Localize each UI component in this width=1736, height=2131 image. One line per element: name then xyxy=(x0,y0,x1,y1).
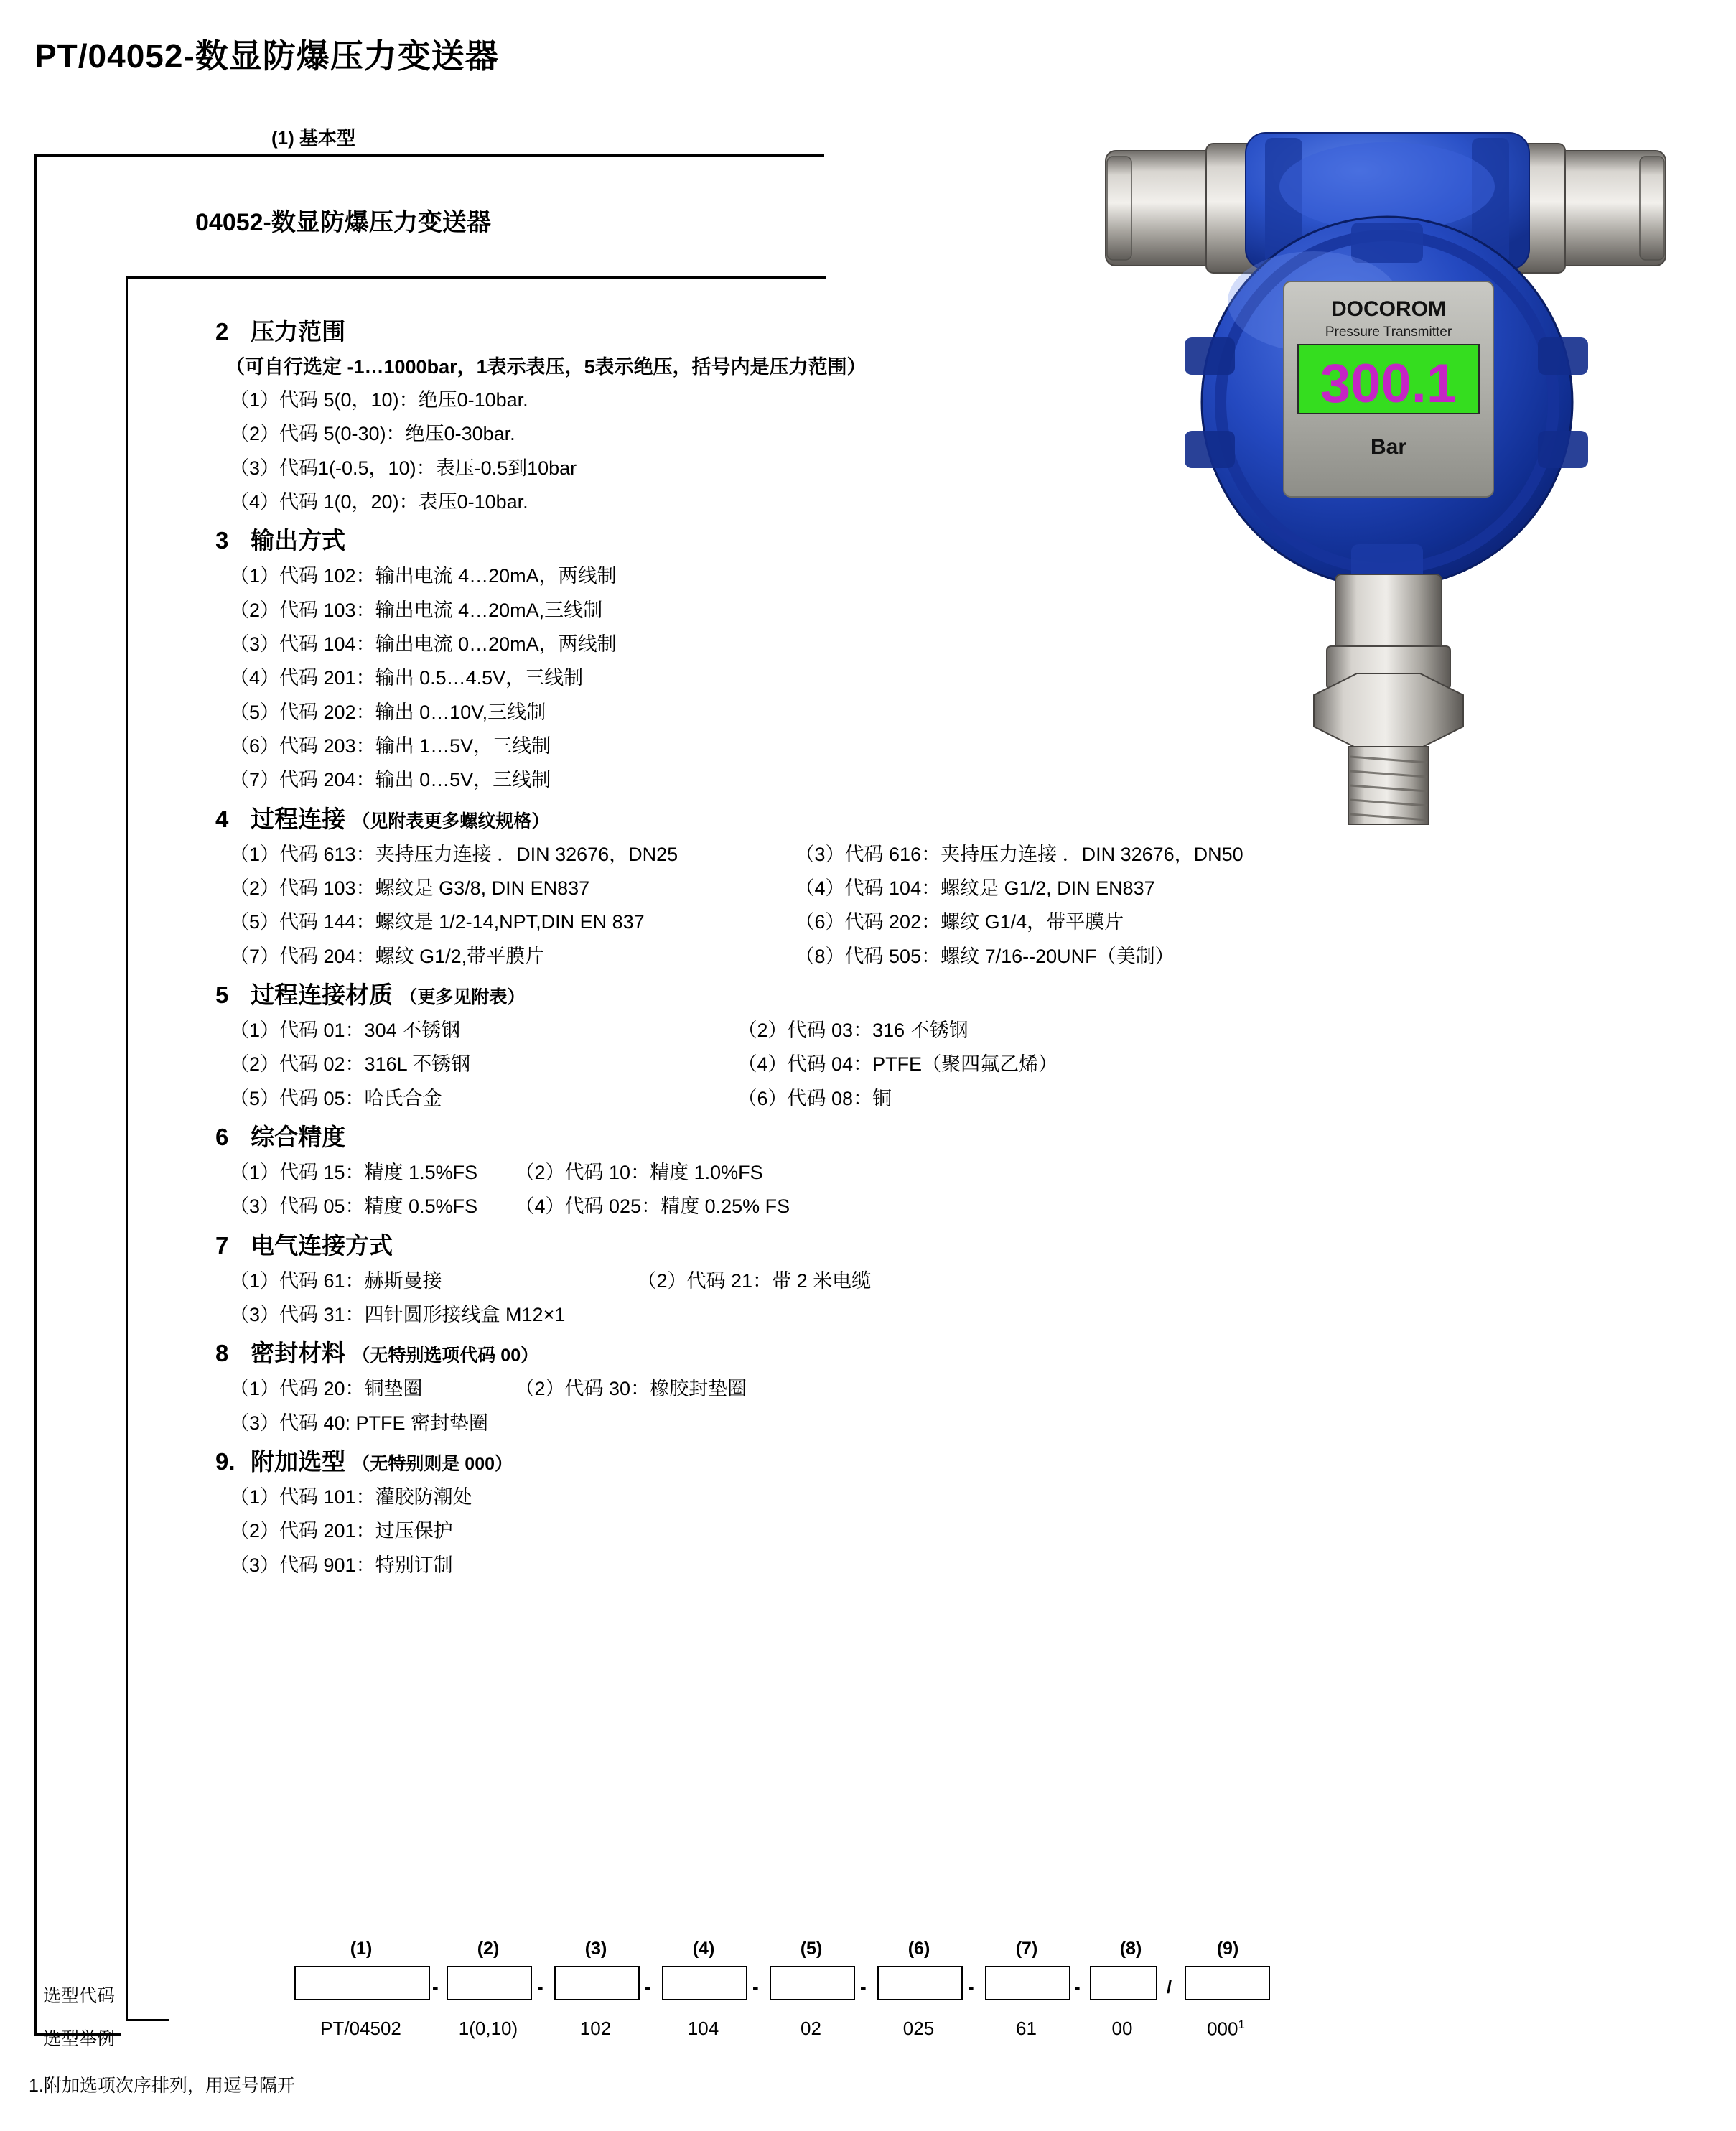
section-heading xyxy=(215,1443,1479,1477)
header-model-name: 04052-数显防爆压力变送器 xyxy=(195,209,491,236)
code-box[interactable] xyxy=(877,1966,963,2000)
section-number: 4 xyxy=(215,805,229,832)
section-pressure-range xyxy=(215,313,1479,516)
code-separator: / xyxy=(1167,1976,1172,1997)
example-value: 104 xyxy=(687,2018,719,2039)
section-note: （无特别选项代码 00） xyxy=(352,1346,539,1366)
list-item: （2）代码 02：316L 不锈钢 xyxy=(230,1053,471,1076)
list-item: （6）代码 203：输出 1…5V，三线制 xyxy=(230,735,551,757)
code-separator: - xyxy=(752,1976,759,1997)
example-value: 102 xyxy=(579,2018,612,2039)
list-item: （4）代码 104：螺纹是 G1/2, DIN EN837 xyxy=(795,877,1155,899)
section-title: 压力范围 xyxy=(251,318,346,345)
list-item: （6）代码 08：铜 xyxy=(737,1087,892,1109)
code-box[interactable] xyxy=(1185,1966,1270,2000)
list-item: （1）代码 101：灌胶防潮处 xyxy=(230,1486,472,1508)
example-value: 02 xyxy=(801,2018,821,2039)
code-column-header: (6) xyxy=(907,1939,930,1959)
spec-content xyxy=(215,309,1479,1585)
example-value: 61 xyxy=(1016,2018,1037,2039)
list-row xyxy=(230,841,1479,868)
list-item: （1）代码 20：铜垫圈 xyxy=(230,1378,423,1400)
section-additional-options xyxy=(215,1443,1479,1579)
list-item: （2）代码 201：过压保护 xyxy=(230,1520,453,1542)
code-column-header: (9) xyxy=(1216,1939,1239,1959)
section-title: 电气连接方式 xyxy=(251,1231,393,1259)
list-item: （5）代码 144：螺纹是 1/2-14,NPT,DIN EN 837 xyxy=(230,911,645,933)
list-item: （3）代码 40: PTFE 密封垫圈 xyxy=(230,1412,489,1434)
list-item: （5）代码 202：输出 0…10V,三线制 xyxy=(230,701,546,723)
code-box[interactable] xyxy=(985,1966,1070,2000)
section-number: 8 xyxy=(215,1340,229,1367)
section-connection-material xyxy=(215,976,1479,1112)
list-item: （1）代码 5(0，10)：绝压0-10bar. xyxy=(230,389,528,411)
list-item: （4）代码 04：PTFE（聚四氟乙烯） xyxy=(737,1053,1058,1076)
bracket-outer-left xyxy=(34,154,37,2036)
list-row xyxy=(230,1193,1479,1220)
list-item: （4）代码 1(0，20)：表压0-10bar. xyxy=(230,490,528,513)
list-row xyxy=(230,1159,1479,1186)
list-row xyxy=(230,943,1479,970)
list-item: （5）代码 05：哈氏合金 xyxy=(230,1087,442,1109)
section-subnote: （可自行选定 -1…1000bar，1表示表压，5表示绝压，括号内是压力范围） xyxy=(225,356,867,378)
code-row-label: 选型代码 xyxy=(43,1986,116,2006)
header-basic-type: (1) 基本型 xyxy=(271,127,356,149)
section-number: 3 xyxy=(215,527,229,554)
example-value: PT/04502 xyxy=(320,2018,401,2039)
code-column-header: (5) xyxy=(800,1939,823,1959)
code-column-header: (8) xyxy=(1119,1939,1142,1959)
code-separator: - xyxy=(1074,1976,1081,1997)
code-separator: - xyxy=(645,1976,651,1997)
code-box[interactable] xyxy=(447,1966,532,2000)
list-row xyxy=(230,1050,1479,1078)
list-item: （2）代码 03：316 不锈钢 xyxy=(737,1019,969,1041)
bracket-inner-left xyxy=(126,276,128,2021)
list-item: （3）代码 05：精度 0.5%FS xyxy=(230,1195,478,1218)
bracket-inner-top xyxy=(126,276,826,279)
section-heading xyxy=(215,1227,1479,1261)
section-heading xyxy=(215,1335,1479,1368)
code-column-header: (7) xyxy=(1015,1939,1038,1959)
section-title: 综合精度 xyxy=(251,1123,346,1150)
list-item: （3）代码 901：特别订制 xyxy=(230,1554,453,1576)
product-unit: Bar xyxy=(1370,435,1407,459)
list-row xyxy=(230,1375,1479,1402)
example-value: 000 xyxy=(1207,2018,1238,2040)
section-heading xyxy=(215,801,1479,834)
list-row xyxy=(230,908,1479,936)
list-item: （2）代码 30：橡胶封垫圈 xyxy=(515,1378,747,1400)
example-row-label: 选型举例 xyxy=(43,2029,116,2049)
section-title: 附加选型 xyxy=(251,1447,346,1475)
code-column-header: (1) xyxy=(350,1939,373,1959)
section-title: 密封材料 xyxy=(251,1340,346,1367)
bracket-inner-bottom xyxy=(126,2019,169,2021)
list-item: （3）代码 31：四针圆形接线盒 M12×1 xyxy=(230,1303,566,1325)
section-heading xyxy=(215,313,1479,347)
list-item: （8）代码 505：螺纹 7/16--20UNF（美制） xyxy=(795,945,1175,967)
section-output-mode xyxy=(215,522,1479,793)
code-box[interactable] xyxy=(1090,1966,1157,2000)
example-value: 00 xyxy=(1111,2018,1133,2039)
bracket-outer-top xyxy=(34,154,824,157)
list-item: （2）代码 5(0-30)：绝压0-30bar. xyxy=(230,423,515,445)
product-brand: DOCOROM xyxy=(1331,297,1446,321)
example-value: 025 xyxy=(902,2018,935,2039)
section-process-connection xyxy=(215,801,1479,970)
list-item: （1）代码 61：赫斯曼接 xyxy=(230,1269,442,1292)
list-item: （4）代码 201：输出 0.5…4.5V，三线制 xyxy=(230,667,584,689)
section-sealing-material xyxy=(215,1335,1479,1437)
list-row xyxy=(230,1017,1479,1044)
list-item: （6）代码 202：螺纹 G1/4，带平膜片 xyxy=(795,911,1124,933)
product-subbrand: Pressure Transmitter xyxy=(1325,325,1452,340)
section-number: 2 xyxy=(215,318,229,345)
code-box[interactable] xyxy=(294,1966,430,2000)
list-item: （7）代码 204：螺纹 G1/2,带平膜片 xyxy=(230,945,545,967)
section-title: 输出方式 xyxy=(251,527,346,554)
list-item: （3）代码 616：夹持压力连接 ．DIN 32676，DN50 xyxy=(795,843,1243,865)
code-separator: - xyxy=(860,1976,867,1997)
list-item: （7）代码 204：输出 0…5V，三线制 xyxy=(230,769,551,791)
list-item: （2）代码 103：螺纹是 G3/8, DIN EN837 xyxy=(230,877,590,899)
list-row xyxy=(230,1267,1479,1295)
section-electrical-connection xyxy=(215,1227,1479,1329)
list-item: （3）代码1(-0.5，10)：表压-0.5到10bar xyxy=(230,457,577,479)
section-number: 5 xyxy=(215,981,229,1008)
list-row xyxy=(230,875,1479,902)
example-value-with-superscript xyxy=(1185,2018,1267,2041)
section-number: 7 xyxy=(215,1231,229,1259)
section-title: 过程连接材质 xyxy=(251,981,393,1008)
code-column-header: (4) xyxy=(692,1939,715,1959)
section-number: 6 xyxy=(215,1123,229,1150)
example-value-superscript: 1 xyxy=(1238,2018,1245,2031)
product-display-value: 300.1 xyxy=(1320,353,1457,414)
section-note: （见附表更多螺纹规格） xyxy=(352,811,550,831)
section-heading xyxy=(215,1119,1479,1152)
section-heading xyxy=(215,522,1479,556)
section-note: （更多见附表） xyxy=(399,987,526,1007)
example-value: 1(0,10) xyxy=(458,2018,518,2039)
section-number: 9. xyxy=(215,1447,235,1475)
list-item: （3）代码 104：输出电流 0…20mA，两线制 xyxy=(230,633,617,655)
list-row xyxy=(230,1085,1479,1112)
list-item: （1）代码 613：夹持压力连接 ．DIN 32676，DN25 xyxy=(230,843,678,865)
code-separator: - xyxy=(537,1976,543,1997)
code-separator: - xyxy=(968,1976,974,1997)
code-box[interactable] xyxy=(662,1966,747,2000)
list-item: （1）代码 102：输出电流 4…20mA，两线制 xyxy=(230,565,617,587)
section-heading xyxy=(215,976,1479,1010)
list-item: （2）代码 103：输出电流 4…20mA,三线制 xyxy=(230,599,603,621)
section-note: （无特别则是 000） xyxy=(352,1453,513,1474)
code-column-header: (3) xyxy=(584,1939,607,1959)
code-separator: - xyxy=(432,1976,439,1997)
code-box[interactable] xyxy=(770,1966,855,2000)
order-code-table xyxy=(29,1939,1673,2118)
page-title: PT/04052-数显防爆压力变送器 xyxy=(34,37,499,75)
section-accuracy xyxy=(215,1119,1479,1221)
code-box[interactable] xyxy=(554,1966,640,2000)
list-item: （1）代码 15：精度 1.5%FS xyxy=(230,1161,478,1183)
list-item: （2）代码 10：精度 1.0%FS xyxy=(515,1161,763,1183)
section-title: 过程连接 xyxy=(251,805,346,832)
code-table-footnote: 1.附加选项次序排列，用逗号隔开 xyxy=(29,2076,295,2096)
list-item: （4）代码 025：精度 0.25% FS xyxy=(515,1195,790,1218)
list-item: （2）代码 21：带 2 米电缆 xyxy=(637,1269,872,1292)
code-column-header: (2) xyxy=(477,1939,500,1959)
list-item: （1）代码 01：304 不锈钢 xyxy=(230,1019,461,1041)
